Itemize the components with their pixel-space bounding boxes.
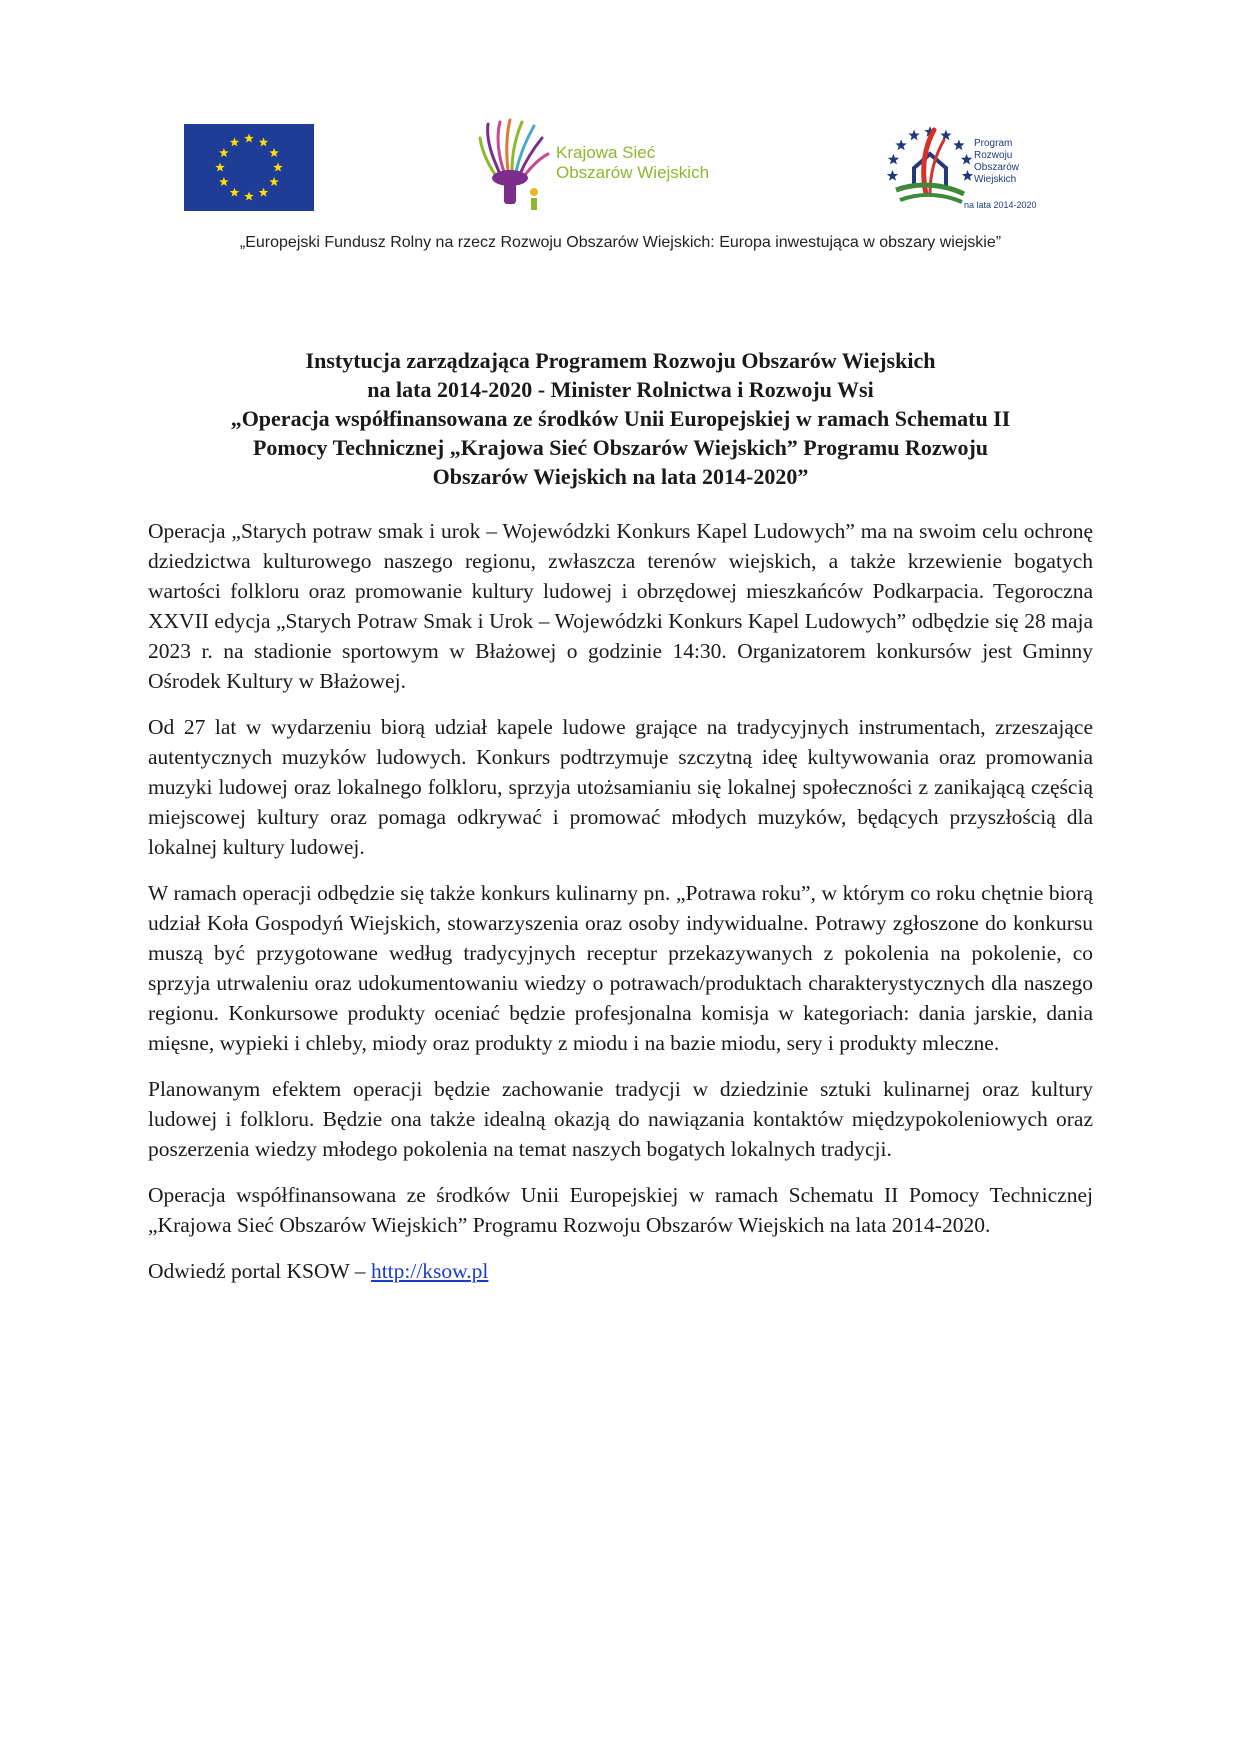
- prow-logo: [878, 124, 1038, 216]
- document-body: [148, 516, 1093, 1302]
- prow-logo-line3: Obszarów: [974, 162, 1020, 173]
- prow-star-icon: [940, 129, 951, 140]
- prow-star-icon: [962, 170, 973, 181]
- prow-star-icon: [953, 139, 964, 150]
- document-headline: [140, 346, 1101, 491]
- prow-star-icon: [961, 154, 972, 165]
- portal-prefix: Odwiedź portal KSOW –: [148, 1259, 371, 1283]
- prow-logo-years: na lata 2014-2020: [964, 200, 1037, 210]
- prow-logo-line2: Rozwoju: [974, 150, 1013, 161]
- fund-motto: „Europejski Fundusz Rolny na rzecz Rozwoju Obszarów Wiejskich: Europa inwestująca w obszary wiejskie”: [239, 234, 1002, 251]
- ksow-portal-link[interactable]: http://ksow.pl: [370, 1259, 489, 1283]
- portal-line: [148, 1256, 1093, 1286]
- ksow-logo-line1: Krajowa Sieć: [556, 143, 656, 162]
- prow-star-icon: [888, 154, 899, 165]
- prow-logo-line1: Program: [974, 138, 1013, 149]
- eu-flag-logo: [184, 124, 314, 211]
- paragraph-folk-bands: Od 27 lat w wydarzeniu biorą udział kapele ludowe grające na tradycyjnych instrumentach, zrzeszające autentycznych muzyków ludowych. Konkurs podtrzymuje szczytną ideę kultywowania oraz promowania muzyki ludowej oraz lokalnego folkloru, sprzyja utożsamianiu się lokalnej społeczności z zanikającą częścią miejscowej kultury oraz pomaga odkrywać i promować młodych muzyków, będących przyszłością dla lokalnej kultury ludowej.: [148, 715, 1093, 859]
- prow-star-icon: [908, 129, 919, 140]
- paragraph-expected-effect: Planowanym efektem operacji będzie zachowanie tradycji w dziedzinie sztuki kulinarnej oraz kultury ludowej i folkloru. Będzie ona także idealną okazją do nawiązania kontaktów międzypokoleniowych oraz poszerzenia wiedzy młodego pokolenia na temat naszych bogatych lokalnych tradycji.: [148, 1077, 1093, 1161]
- prow-logo-line4: Wiejskich: [974, 174, 1017, 185]
- headline-line-1: Instytucja zarządzająca Programem Rozwoju Obszarów Wiejskich: [305, 348, 936, 373]
- headline-line-4: Pomocy Technicznej „Krajowa Sieć Obszarów Wiejskich” Programu Rozwoju: [252, 435, 989, 460]
- headline-line-2: na lata 2014-2020 - Minister Rolnictwa i Rozwoju Wsi: [367, 377, 874, 402]
- paragraph-cofinancing: Operacja współfinansowana ze środków Unii Europejskiej w ramach Schematu II Pomocy Technicznej „Krajowa Sieć Obszarów Wiejskich” Programu Rozwoju Obszarów Wiejskich na lata 2014-2020.: [148, 1183, 1093, 1237]
- prow-star-icon: [895, 139, 906, 150]
- prow-star-icon: [887, 170, 898, 181]
- headline-line-5: Obszarów Wiejskich na lata 2014-2020”: [432, 464, 809, 489]
- ksow-logo: [478, 116, 733, 216]
- paragraph-operation-intro: Operacja „Starych potraw smak i urok – Wojewódzki Konkurs Kapel Ludowych” ma na swoim celu ochronę dziedzictwa kulturowego naszego regionu, zwłaszcza terenów wiejskich, a także krzewienie bogatych wartości folkloru oraz promowanie kultury ludowej i obrzędowej mieszkańców Podkarpacia. Tegoroczna XXVII edycja „Starych Potraw Smak i Urok – Wojewódzki Konkurs Kapel Ludowych” odbędzie się 28 maja 2023 r. na stadionie sportowym w Błażowej o godzinie 14:30. Organizatorem konkursów jest Gminny Ośrodek Kultury w Błażowej.: [148, 519, 1093, 693]
- headline-line-3: „Operacja współfinansowana ze środków Unii Europejskiej w ramach Schematu II: [230, 406, 1011, 431]
- ksow-logo-line2: Obszarów Wiejskich: [556, 163, 710, 182]
- paragraph-culinary-contest: W ramach operacji odbędzie się także konkurs kulinarny pn. „Potrawa roku”, w którym co roku chętnie biorą udział Koła Gospodyń Wiejskich, stowarzyszenia oraz osoby indywidualne. Potrawy zgłoszone do konkursu muszą być przygotowane według tradycyjnych receptur przekazywanych z pokolenia na pokolenie, co sprzyja utrwaleniu oraz udokumentowaniu wiedzy o potrawach/produktach charakterystycznych dla naszego regionu. Konkursowe produkty oceniać będzie profesjonalna komisja w kategoriach: dania jarskie, dania mięsne, wypieki i chleby, miody oraz produkty z miodu i na bazie miodu, sery i produkty mleczne.: [148, 881, 1093, 1055]
